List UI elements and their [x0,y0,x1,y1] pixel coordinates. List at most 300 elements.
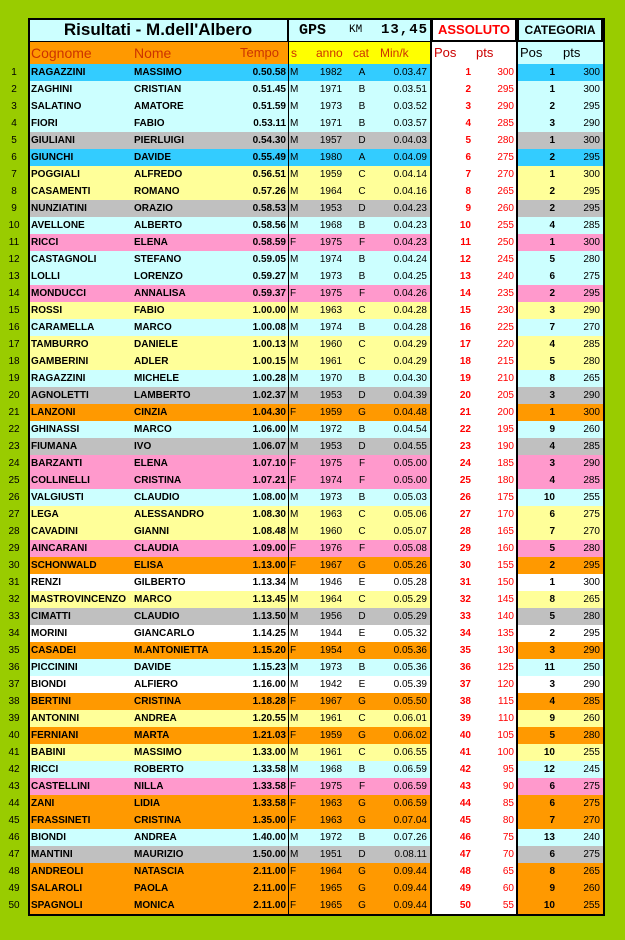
assoluto-pos-cell: 30 [459,560,471,571]
tempo-cell: 1.06.07 [252,441,286,452]
anno-cell: 1956 [319,611,343,622]
sesso-cell: M [290,594,299,605]
table-row [0,336,625,353]
nome-cell: NATASCIA [134,866,185,877]
table-row [0,523,625,540]
sesso-cell: M [290,628,299,639]
cognome-cell: CARAMELLA [31,322,95,333]
categoria-pts-cell: 275 [583,798,600,809]
categoria-pos-cell: 3 [549,645,555,656]
anno-cell: 1970 [319,373,343,384]
mink-cell: 0.05.08 [393,543,427,554]
anno-cell: 1953 [319,441,343,452]
cat-cell: E [358,628,366,639]
cat-cell: G [358,407,366,418]
mink-cell: 0.05.06 [393,509,427,520]
mink-cell: 0.05.32 [393,628,427,639]
assoluto-pos-cell: 23 [459,441,471,452]
nome-cell: GIANCARLO [134,628,195,639]
cat-cell: B [358,764,366,775]
anno-cell: 1963 [319,798,343,809]
tempo-cell: 1.50.00 [252,849,286,860]
categoria-pts-cell: 295 [583,101,600,112]
sesso-cell: M [290,441,299,452]
row-number: 4 [11,118,17,129]
anno-cell: 1965 [319,900,343,911]
cognome-cell: BIONDI [31,832,66,843]
anno-cell: 1974 [319,475,343,486]
categoria-pos-cell: 5 [549,254,555,265]
row-number: 19 [8,373,20,384]
mink-cell: 0.03.47 [393,67,427,78]
table-row [0,353,625,370]
row-number: 38 [8,696,20,707]
categoria-pos-cell: 4 [549,475,555,486]
assoluto-pos-cell: 31 [459,577,471,588]
tempo-cell: 0.54.30 [252,135,286,146]
anno-cell: 1971 [319,84,343,95]
nome-cell: ALBERTO [134,220,183,231]
anno-cell: 1960 [319,526,343,537]
sesso-cell: F [290,815,297,826]
assoluto-pos-cell: 22 [459,424,471,435]
row-number: 39 [8,713,20,724]
anno-cell: 1953 [319,390,343,401]
cognome-cell: SCHONWALD [31,560,97,571]
row-number: 15 [8,305,20,316]
row-number: 42 [8,764,20,775]
nome-cell: CLAUDIA [134,543,179,554]
nome-cell: ELENA [134,458,168,469]
table-row [0,795,625,812]
categoria-pts-cell: 265 [583,373,600,384]
header-nome: Nome [134,45,172,61]
row-number: 33 [8,611,20,622]
cat-cell: C [358,594,366,605]
cat-cell: D [358,390,366,401]
mink-cell: 0.04.23 [393,203,427,214]
row-number: 28 [8,526,20,537]
cognome-cell: RICCI [31,764,59,775]
nome-cell: LIDIA [134,798,161,809]
assoluto-pts-cell: 285 [497,118,514,129]
cognome-cell: COLLINELLI [31,475,90,486]
assoluto-pos-cell: 6 [465,152,471,163]
row-number: 9 [11,203,17,214]
categoria-pos-cell: 1 [549,577,555,588]
anno-cell: 1961 [319,747,343,758]
row-number: 40 [8,730,20,741]
cognome-cell: BARZANTI [31,458,83,469]
sesso-cell: F [290,645,297,656]
categoria-pos-cell: 1 [549,84,555,95]
categoria-pts-cell: 290 [583,645,600,656]
tempo-cell: 1.33.58 [252,781,286,792]
nome-cell: GIANNI [134,526,169,537]
table-row [0,506,625,523]
assoluto-pts-cell: 265 [497,186,514,197]
categoria-pts-cell: 290 [583,390,600,401]
categoria-pos-cell: 10 [543,900,555,911]
nome-cell: CRISTINA [134,475,182,486]
assoluto-pos-cell: 4 [465,118,471,129]
nome-cell: ELENA [134,237,168,248]
categoria-pos-cell: 5 [549,543,555,554]
assoluto-pts-cell: 220 [497,339,514,350]
assoluto-pos-cell: 10 [459,220,471,231]
categoria-pos-cell: 8 [549,594,555,605]
row-number: 8 [11,186,17,197]
categoria-pos-cell: 8 [549,373,555,384]
tempo-cell: 0.59.27 [252,271,286,282]
categoria-pos-cell: 3 [549,305,555,316]
nome-cell: MASSIMO [134,747,182,758]
nome-cell: ORAZIO [134,203,173,214]
cognome-cell: FIORI [31,118,58,129]
categoria-pts-cell: 300 [583,407,600,418]
tempo-cell: 1.08.48 [252,526,286,537]
nome-cell: DAVIDE [134,662,172,673]
cat-cell: D [358,203,366,214]
assoluto-pts-cell: 245 [497,254,514,265]
row-number: 36 [8,662,20,673]
nome-cell: IVO [134,441,152,452]
assoluto-pos-cell: 47 [459,849,471,860]
row-number: 3 [11,101,17,112]
cat-cell: G [358,560,366,571]
sesso-cell: M [290,356,299,367]
assoluto-pts-cell: 230 [497,305,514,316]
mink-cell: 0.04.28 [393,322,427,333]
categoria-pts-cell: 300 [583,169,600,180]
sesso-cell: F [290,798,297,809]
categoria-pos-cell: 5 [549,611,555,622]
cognome-cell: LOLLI [31,271,60,282]
tempo-cell: 0.53.11 [253,118,286,129]
tempo-cell: 0.58.56 [252,220,286,231]
cognome-cell: CAVADINI [31,526,78,537]
header-tempo: Tempo [240,45,280,60]
categoria-pos-cell: 6 [549,849,555,860]
assoluto-pts-cell: 250 [497,237,514,248]
nome-cell: LAMBERTO [134,390,191,401]
anno-cell: 1974 [319,322,343,333]
row-number: 20 [8,390,20,401]
table-row [0,421,625,438]
categoria-pos-cell: 6 [549,509,555,520]
mink-cell: 0.06.59 [393,781,427,792]
table-row [0,183,625,200]
row-number: 6 [11,152,17,163]
cat-cell: E [358,679,366,690]
nome-cell: MASSIMO [134,67,182,78]
nome-cell: MARTA [134,730,170,741]
table-row [0,115,625,132]
assoluto-pos-cell: 27 [459,509,471,520]
sesso-cell: F [290,560,297,571]
assoluto-pos-cell: 25 [459,475,471,486]
tempo-cell: 1.00.15 [252,356,286,367]
assoluto-pos-cell: 7 [465,169,471,180]
cat-cell: F [358,781,366,792]
gps-label: GPS [299,22,327,39]
nome-cell: CRISTINA [134,696,182,707]
cognome-cell: CASTAGNOLI [31,254,97,265]
categoria-pts-cell: 280 [583,611,600,622]
nome-cell: PIERLUIGI [134,135,185,146]
table-row [0,217,625,234]
cognome-cell: ANTONINI [31,713,80,724]
cognome-cell: NUNZIATINI [31,203,87,214]
assoluto-pos-cell: 8 [465,186,471,197]
sesso-cell: M [290,135,299,146]
row-number: 50 [8,900,20,911]
categoria-pts-cell: 300 [583,67,600,78]
mink-cell: 0.07.04 [393,815,427,826]
nome-cell: FABIO [134,305,165,316]
mink-cell: 0.05.39 [393,679,427,690]
nome-cell: MAURIZIO [134,849,184,860]
header-anno: anno [316,46,343,60]
cat-cell: D [358,135,366,146]
cat-cell: C [358,509,366,520]
anno-cell: 1964 [319,186,343,197]
tempo-cell: 1.04.30 [252,407,286,418]
mink-cell: 0.04.54 [393,424,427,435]
cat-cell: B [358,271,366,282]
table-row [0,676,625,693]
assoluto-pts-cell: 205 [497,390,514,401]
cat-cell: F [358,288,366,299]
tempo-cell: 0.51.59 [252,101,286,112]
categoria-pts-cell: 295 [583,152,600,163]
nome-cell: DANIELE [134,339,178,350]
assoluto-pos-cell: 17 [459,339,471,350]
assoluto-pos-cell: 28 [459,526,471,537]
assoluto-pos-cell: 1 [465,67,471,78]
row-number: 26 [8,492,20,503]
tempo-cell: 1.15.23 [252,662,286,673]
mink-cell: 0.04.03 [393,135,427,146]
categoria-pts-cell: 290 [583,679,600,690]
categoria-pts-cell: 295 [583,560,600,571]
categoria-pos-cell: 9 [549,424,555,435]
row-number: 30 [8,560,20,571]
assoluto-pos-cell: 29 [459,543,471,554]
anno-cell: 1959 [319,407,343,418]
anno-cell: 1959 [319,169,343,180]
mink-cell: 0.04.28 [393,305,427,316]
cognome-cell: SALAROLI [31,883,83,894]
divider-2 [430,18,432,916]
categoria-pts-cell: 250 [583,662,600,673]
row-number: 47 [8,849,20,860]
assoluto-pts-cell: 235 [497,288,514,299]
anno-cell: 1973 [319,662,343,673]
mink-cell: 0.06.59 [393,764,427,775]
cognome-cell: MASTROVINCENZO [31,594,126,605]
categoria-pos-cell: 5 [549,730,555,741]
assoluto-pts-cell: 130 [497,645,514,656]
categoria-pts-cell: 300 [583,135,600,146]
table-row [0,64,625,81]
cat-cell: C [358,186,366,197]
assoluto-pts-cell: 150 [497,577,514,588]
categoria-pts-cell: 290 [583,305,600,316]
mink-cell: 0.07.26 [393,832,427,843]
sesso-cell: M [290,509,299,520]
categoria-pos-cell: 6 [549,271,555,282]
table-row [0,710,625,727]
assoluto-pos-cell: 40 [459,730,471,741]
nome-cell: CINZIA [134,407,168,418]
categoria-pts-cell: 280 [583,730,600,741]
km-label: KM [349,24,363,36]
cat-cell: B [358,424,366,435]
nome-cell: MONICA [134,900,175,911]
assoluto-pos-cell: 45 [459,815,471,826]
row-number: 27 [8,509,20,520]
anno-cell: 1964 [319,866,343,877]
assoluto-pts-cell: 60 [502,883,514,894]
cognome-cell: LEGA [31,509,59,520]
cat-cell: B [358,84,366,95]
sesso-cell: M [290,305,299,316]
sesso-cell: M [290,832,299,843]
assoluto-pts-cell: 105 [497,730,514,741]
assoluto-pts-cell: 100 [497,747,514,758]
assoluto-header: ASSOLUTO [431,18,517,42]
categoria-pos-cell: 7 [549,526,555,537]
categoria-pos-cell: 3 [549,118,555,129]
mink-cell: 0.05.26 [393,560,427,571]
row-number: 24 [8,458,20,469]
assoluto-pts-cell: 290 [497,101,514,112]
assoluto-pts-cell: 145 [497,594,514,605]
cat-cell: F [358,543,366,554]
nome-cell: GILBERTO [134,577,186,588]
sesso-cell: M [290,577,299,588]
sesso-cell: M [290,152,299,163]
categoria-pos-cell: 11 [544,662,555,673]
cat-cell: F [358,237,366,248]
categoria-pts-cell: 285 [583,339,600,350]
table-row [0,625,625,642]
categoria-pos-cell: 12 [543,764,555,775]
assoluto-pos-cell: 21 [459,407,471,418]
mink-cell: 0.03.51 [393,84,427,95]
anno-cell: 1976 [319,543,343,554]
categoria-pts-cell: 270 [583,815,600,826]
sesso-cell: M [290,101,299,112]
mink-cell: 0.05.36 [393,662,427,673]
tempo-cell: 1.09.00 [252,543,286,554]
sesso-cell: F [290,407,297,418]
nome-cell: ROMANO [134,186,180,197]
categoria-pos-cell: 1 [549,237,555,248]
assoluto-pts-cell: 70 [502,849,514,860]
nome-cell: CLAUDIO [134,492,180,503]
assoluto-pos-cell: 20 [459,390,471,401]
tempo-cell: 1.16.00 [252,679,286,690]
categoria-pts-cell: 285 [583,220,600,231]
assoluto-pts-cell: 115 [498,696,514,707]
anno-cell: 1957 [319,135,343,146]
nome-cell: ALFREDO [134,169,183,180]
assoluto-pts-cell: 195 [497,424,514,435]
sesso-cell: F [290,543,297,554]
cat-cell: B [358,101,366,112]
table-row [0,200,625,217]
assoluto-pts-cell: 225 [497,322,514,333]
categoria-pos-cell: 3 [549,458,555,469]
nome-cell: ALESSANDRO [134,509,205,520]
table-row [0,251,625,268]
table-row [0,778,625,795]
row-number: 46 [8,832,20,843]
header-cat-pos: Pos [520,45,543,60]
categoria-pts-cell: 295 [583,186,600,197]
row-number: 7 [11,169,17,180]
categoria-pos-cell: 3 [549,390,555,401]
assoluto-pos-cell: 11 [460,237,471,248]
cat-cell: C [358,339,366,350]
table-row [0,863,625,880]
sesso-cell: M [290,220,299,231]
cat-cell: G [358,696,366,707]
assoluto-pts-cell: 140 [497,611,514,622]
sesso-cell: M [290,373,299,384]
assoluto-pts-cell: 165 [497,526,514,537]
assoluto-pos-cell: 3 [465,101,471,112]
sesso-cell: F [290,475,297,486]
assoluto-pos-cell: 19 [459,373,471,384]
assoluto-pts-cell: 215 [497,356,514,367]
table-row [0,829,625,846]
anno-cell: 1975 [319,781,343,792]
nome-cell: STEFANO [134,254,182,265]
sesso-cell: M [290,849,299,860]
anno-cell: 1942 [319,679,343,690]
cognome-cell: FRASSINETI [31,815,91,826]
table-row [0,897,625,914]
assoluto-pos-cell: 2 [465,84,471,95]
mink-cell: 0.04.14 [393,169,427,180]
tempo-cell: 1.35.00 [252,815,286,826]
sesso-cell: M [290,271,299,282]
categoria-pos-cell: 9 [549,713,555,724]
cognome-cell: AVELLONE [31,220,85,231]
categoria-pos-cell: 5 [549,356,555,367]
assoluto-pts-cell: 295 [497,84,514,95]
tempo-cell: 1.06.00 [252,424,286,435]
cat-cell: C [358,169,366,180]
assoluto-pts-cell: 180 [497,475,514,486]
sesso-cell: M [290,662,299,673]
cognome-cell: CASTELLINI [31,781,90,792]
table-row [0,387,625,404]
nome-cell: MARCO [134,322,172,333]
table-row [0,319,625,336]
table-row [0,608,625,625]
cat-cell: A [358,67,366,78]
anno-cell: 1953 [319,203,343,214]
assoluto-pos-cell: 24 [459,458,471,469]
assoluto-pos-cell: 42 [459,764,471,775]
table-row [0,693,625,710]
header-sesso: s [291,46,297,60]
table-row [0,81,625,98]
